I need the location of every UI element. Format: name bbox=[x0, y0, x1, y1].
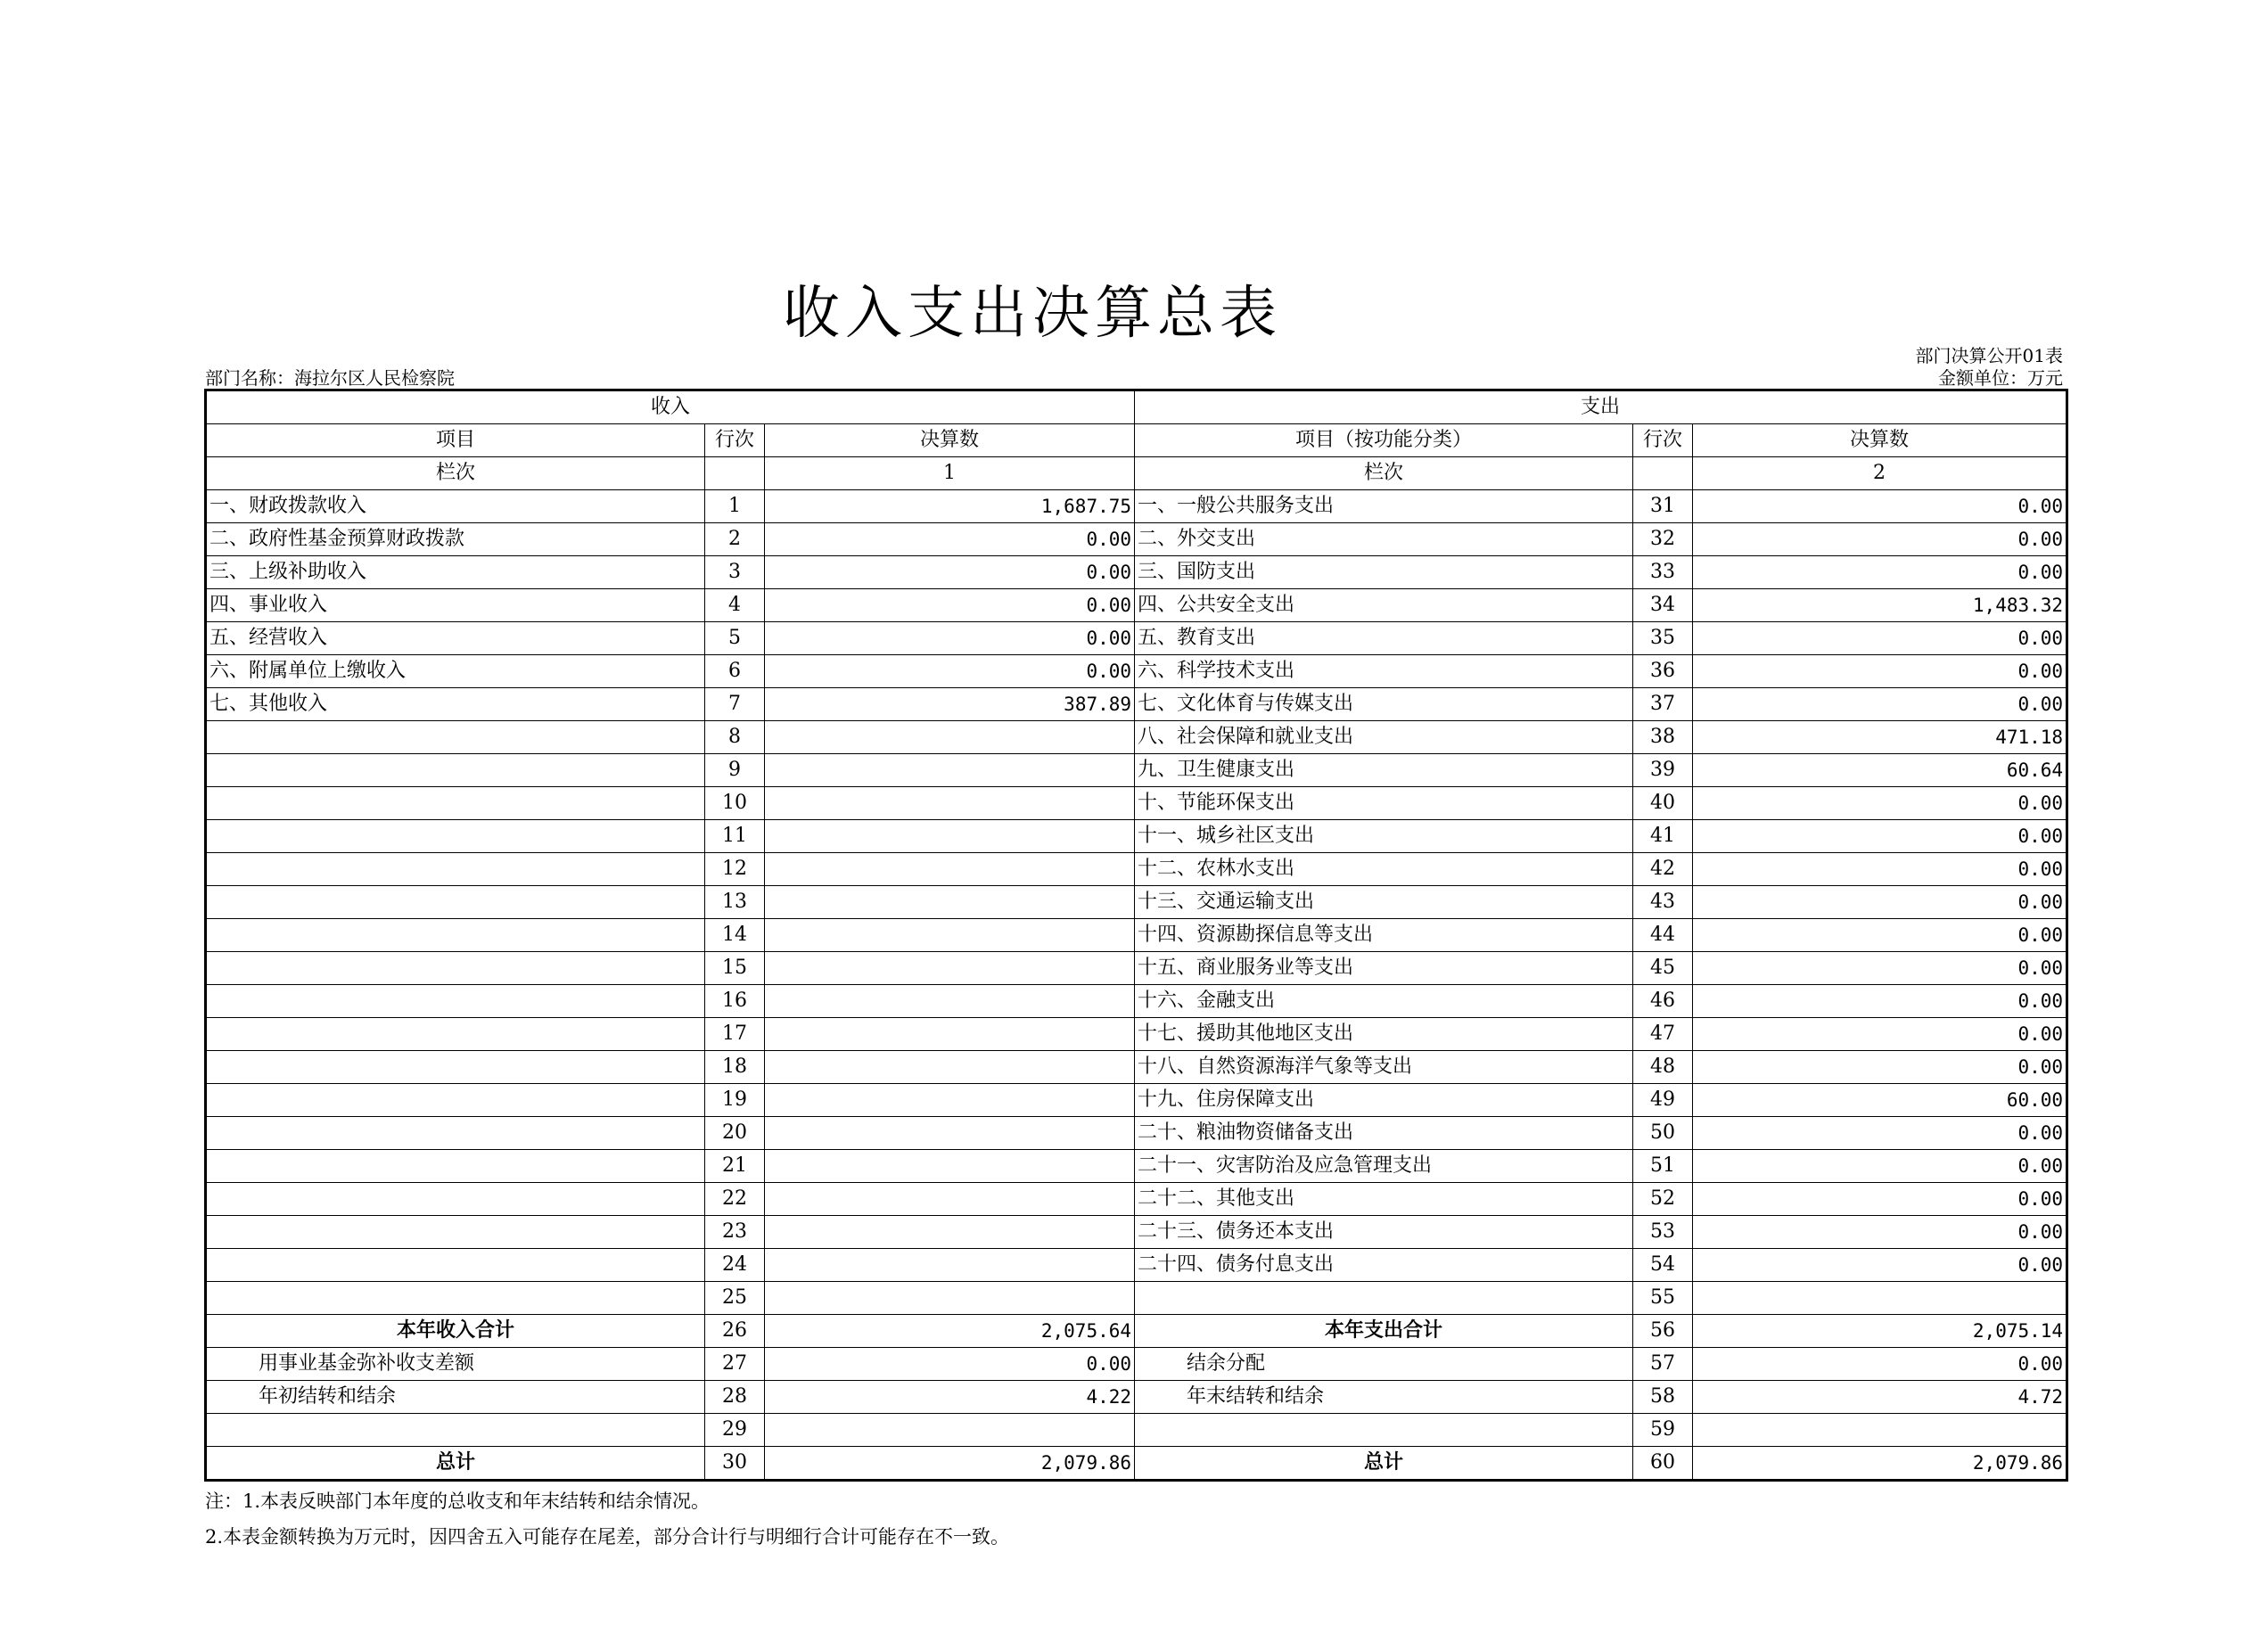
income-item: 四、事业收入 bbox=[206, 589, 705, 622]
table-row bbox=[206, 985, 2067, 1018]
income-item: 二、政府性基金预算财政拨款 bbox=[206, 523, 705, 556]
expense-amount: 0.00 bbox=[1693, 952, 2067, 985]
income-item bbox=[206, 1117, 705, 1150]
expense-summary-item: 年末结转和结余 bbox=[1135, 1381, 1633, 1414]
income-seq: 8 bbox=[705, 721, 765, 754]
expense-amount: 0.00 bbox=[1693, 622, 2067, 655]
expense-amount: 0.00 bbox=[1693, 985, 2067, 1018]
expense-summary-item: 总计 bbox=[1135, 1447, 1633, 1481]
amount-unit: 金额单位：万元 bbox=[1938, 367, 2063, 389]
income-amount bbox=[765, 820, 1135, 853]
expense-seq: 40 bbox=[1633, 787, 1693, 820]
expense-seq: 56 bbox=[1633, 1315, 1693, 1348]
income-amount bbox=[765, 1216, 1135, 1249]
table-row bbox=[206, 1183, 2067, 1216]
table-row bbox=[206, 1051, 2067, 1084]
expense-seq: 43 bbox=[1633, 886, 1693, 919]
income-seq: 4 bbox=[705, 589, 765, 622]
expense-summary-item: 结余分配 bbox=[1135, 1348, 1633, 1381]
income-item-header: 项目 bbox=[206, 424, 705, 457]
income-seq: 28 bbox=[705, 1381, 765, 1414]
income-summary-item bbox=[206, 1414, 705, 1447]
income-amount bbox=[765, 754, 1135, 787]
income-seq: 22 bbox=[705, 1183, 765, 1216]
income-amount bbox=[765, 853, 1135, 886]
expense-item: 二、外交支出 bbox=[1135, 523, 1633, 556]
income-item bbox=[206, 886, 705, 919]
table-row bbox=[206, 886, 2067, 919]
expense-item-header: 项目（按功能分类） bbox=[1135, 424, 1633, 457]
expense-item: 十四、资源勘探信息等支出 bbox=[1135, 919, 1633, 952]
income-seq: 14 bbox=[705, 919, 765, 952]
expense-seq: 32 bbox=[1633, 523, 1693, 556]
expense-item: 十、节能环保支出 bbox=[1135, 787, 1633, 820]
income-item bbox=[206, 1183, 705, 1216]
expense-seq: 44 bbox=[1633, 919, 1693, 952]
expense-seq-header: 行次 bbox=[1633, 424, 1693, 457]
table-row bbox=[206, 1216, 2067, 1249]
expense-seq: 52 bbox=[1633, 1183, 1693, 1216]
section-header-row bbox=[206, 390, 2067, 424]
income-seq: 1 bbox=[705, 490, 765, 523]
income-seq: 16 bbox=[705, 985, 765, 1018]
expense-amount: 471.18 bbox=[1693, 721, 2067, 754]
income-amount bbox=[765, 1150, 1135, 1183]
expense-amount bbox=[1693, 1414, 2067, 1447]
income-amount bbox=[765, 1414, 1135, 1447]
expense-item: 十八、自然资源海洋气象等支出 bbox=[1135, 1051, 1633, 1084]
expense-item: 七、文化体育与传媒支出 bbox=[1135, 688, 1633, 721]
income-item: 一、财政拨款收入 bbox=[206, 490, 705, 523]
expense-amount: 0.00 bbox=[1693, 1216, 2067, 1249]
table-row bbox=[206, 1150, 2067, 1183]
income-seq: 20 bbox=[705, 1117, 765, 1150]
income-amount: 0.00 bbox=[765, 589, 1135, 622]
table-row bbox=[206, 523, 2067, 556]
income-amount bbox=[765, 1084, 1135, 1117]
income-item bbox=[206, 985, 705, 1018]
income-seq: 26 bbox=[705, 1315, 765, 1348]
income-amount bbox=[765, 1117, 1135, 1150]
expense-seq: 41 bbox=[1633, 820, 1693, 853]
table-row bbox=[206, 853, 2067, 886]
income-item: 三、上级补助收入 bbox=[206, 556, 705, 589]
expense-amount-header: 决算数 bbox=[1693, 424, 2067, 457]
income-seq: 6 bbox=[705, 655, 765, 688]
summary-row bbox=[206, 1348, 2067, 1381]
income-item bbox=[206, 1051, 705, 1084]
expense-seq: 59 bbox=[1633, 1414, 1693, 1447]
income-item: 六、附属单位上缴收入 bbox=[206, 655, 705, 688]
income-seq: 13 bbox=[705, 886, 765, 919]
income-amount: 4.22 bbox=[765, 1381, 1135, 1414]
expense-amount: 0.00 bbox=[1693, 1183, 2067, 1216]
table-row bbox=[206, 589, 2067, 622]
expense-amount: 0.00 bbox=[1693, 787, 2067, 820]
expense-item: 十九、住房保障支出 bbox=[1135, 1084, 1633, 1117]
income-seq: 5 bbox=[705, 622, 765, 655]
table-row bbox=[206, 1117, 2067, 1150]
income-amount bbox=[765, 1282, 1135, 1315]
expense-item: 五、教育支出 bbox=[1135, 622, 1633, 655]
summary-row bbox=[206, 1381, 2067, 1414]
table-row bbox=[206, 1249, 2067, 1282]
expense-item bbox=[1135, 1282, 1633, 1315]
page-title: 收入支出决算总表 bbox=[783, 281, 1282, 347]
expense-item: 二十、粮油物资储备支出 bbox=[1135, 1117, 1633, 1150]
table-row bbox=[206, 1018, 2067, 1051]
expense-seq: 58 bbox=[1633, 1381, 1693, 1414]
income-item bbox=[206, 1216, 705, 1249]
income-col-blank bbox=[705, 457, 765, 490]
income-amount bbox=[765, 985, 1135, 1018]
income-seq: 2 bbox=[705, 523, 765, 556]
expense-amount: 0.00 bbox=[1693, 1051, 2067, 1084]
income-amount bbox=[765, 1183, 1135, 1216]
income-amount: 2,079.86 bbox=[765, 1447, 1135, 1481]
expense-seq: 45 bbox=[1633, 952, 1693, 985]
income-amount: 2,075.64 bbox=[765, 1315, 1135, 1348]
expense-item: 二十三、债务还本支出 bbox=[1135, 1216, 1633, 1249]
income-seq: 30 bbox=[705, 1447, 765, 1481]
expense-amount: 0.00 bbox=[1693, 1018, 2067, 1051]
expense-amount: 60.64 bbox=[1693, 754, 2067, 787]
summary-row bbox=[206, 1315, 2067, 1348]
expense-amount: 0.00 bbox=[1693, 688, 2067, 721]
expense-item: 三、国防支出 bbox=[1135, 556, 1633, 589]
income-amount: 0.00 bbox=[765, 523, 1135, 556]
expense-seq: 37 bbox=[1633, 688, 1693, 721]
expense-col-label: 栏次 bbox=[1135, 457, 1633, 490]
income-seq: 25 bbox=[705, 1282, 765, 1315]
income-amount bbox=[765, 919, 1135, 952]
income-seq: 9 bbox=[705, 754, 765, 787]
income-item bbox=[206, 919, 705, 952]
table-row bbox=[206, 919, 2067, 952]
income-amount bbox=[765, 1018, 1135, 1051]
expense-amount: 0.00 bbox=[1693, 1150, 2067, 1183]
grand-total-row bbox=[206, 1447, 2067, 1481]
table-row bbox=[206, 1084, 2067, 1117]
expense-amount: 4.72 bbox=[1693, 1381, 2067, 1414]
expense-item: 八、社会保障和就业支出 bbox=[1135, 721, 1633, 754]
expense-seq: 60 bbox=[1633, 1447, 1693, 1481]
expense-seq: 50 bbox=[1633, 1117, 1693, 1150]
expense-summary-item bbox=[1135, 1414, 1633, 1447]
income-seq: 21 bbox=[705, 1150, 765, 1183]
expense-section-header: 支出 bbox=[1135, 390, 2067, 424]
income-item bbox=[206, 952, 705, 985]
expense-item: 十三、交通运输支出 bbox=[1135, 886, 1633, 919]
income-item bbox=[206, 1282, 705, 1315]
income-col-label: 栏次 bbox=[206, 457, 705, 490]
income-item: 七、其他收入 bbox=[206, 688, 705, 721]
expense-amount: 0.00 bbox=[1693, 490, 2067, 523]
table-row bbox=[206, 952, 2067, 985]
income-seq: 7 bbox=[705, 688, 765, 721]
income-col-number: 1 bbox=[765, 457, 1135, 490]
income-seq: 19 bbox=[705, 1084, 765, 1117]
table-row bbox=[206, 622, 2067, 655]
column-number-row bbox=[206, 457, 2067, 490]
income-item bbox=[206, 1084, 705, 1117]
income-seq: 11 bbox=[705, 820, 765, 853]
table-row bbox=[206, 820, 2067, 853]
expense-col-blank bbox=[1633, 457, 1693, 490]
income-summary-item: 用事业基金弥补收支差额 bbox=[206, 1348, 705, 1381]
income-seq: 12 bbox=[705, 853, 765, 886]
note-line: 2.本表金额转换为万元时，因四舍五入可能存在尾差，部分合计行与明细行合计可能存在不一致。 bbox=[205, 1526, 1010, 1548]
income-item bbox=[206, 1018, 705, 1051]
income-amount: 0.00 bbox=[765, 622, 1135, 655]
expense-item: 十六、金融支出 bbox=[1135, 985, 1633, 1018]
income-seq: 27 bbox=[705, 1348, 765, 1381]
expense-amount: 0.00 bbox=[1693, 1117, 2067, 1150]
expense-seq: 31 bbox=[1633, 490, 1693, 523]
expense-seq: 55 bbox=[1633, 1282, 1693, 1315]
table-body bbox=[206, 390, 2067, 1481]
income-seq-header: 行次 bbox=[705, 424, 765, 457]
income-item bbox=[206, 1150, 705, 1183]
income-seq: 15 bbox=[705, 952, 765, 985]
expense-item: 十一、城乡社区支出 bbox=[1135, 820, 1633, 853]
income-seq: 23 bbox=[705, 1216, 765, 1249]
table-row bbox=[206, 787, 2067, 820]
expense-amount: 0.00 bbox=[1693, 556, 2067, 589]
income-item bbox=[206, 787, 705, 820]
expense-amount: 1,483.32 bbox=[1693, 589, 2067, 622]
table-row bbox=[206, 490, 2067, 523]
income-expense-table bbox=[204, 389, 2068, 1482]
expense-seq: 57 bbox=[1633, 1348, 1693, 1381]
income-summary-item: 本年收入合计 bbox=[206, 1315, 705, 1348]
expense-seq: 51 bbox=[1633, 1150, 1693, 1183]
expense-seq: 46 bbox=[1633, 985, 1693, 1018]
expense-seq: 47 bbox=[1633, 1018, 1693, 1051]
expense-amount: 2,079.86 bbox=[1693, 1447, 2067, 1481]
income-amount bbox=[765, 886, 1135, 919]
expense-amount: 0.00 bbox=[1693, 820, 2067, 853]
income-item bbox=[206, 853, 705, 886]
expense-summary-item: 本年支出合计 bbox=[1135, 1315, 1633, 1348]
expense-item: 九、卫生健康支出 bbox=[1135, 754, 1633, 787]
summary-row bbox=[206, 1414, 2067, 1447]
income-amount: 0.00 bbox=[765, 655, 1135, 688]
expense-item: 六、科学技术支出 bbox=[1135, 655, 1633, 688]
expense-amount: 0.00 bbox=[1693, 655, 2067, 688]
income-item bbox=[206, 721, 705, 754]
department-name: 部门名称：海拉尔区人民检察院 bbox=[205, 367, 455, 389]
income-seq: 24 bbox=[705, 1249, 765, 1282]
expense-amount: 0.00 bbox=[1693, 886, 2067, 919]
table-row bbox=[206, 1282, 2067, 1315]
expense-amount bbox=[1693, 1282, 2067, 1315]
expense-item: 十五、商业服务业等支出 bbox=[1135, 952, 1633, 985]
table-notes bbox=[205, 1483, 1009, 1555]
income-summary-item: 总计 bbox=[206, 1447, 705, 1481]
income-amount: 1,687.75 bbox=[765, 490, 1135, 523]
expense-item: 十七、援助其他地区支出 bbox=[1135, 1018, 1633, 1051]
income-section-header: 收入 bbox=[206, 390, 1135, 424]
expense-item: 一、一般公共服务支出 bbox=[1135, 490, 1633, 523]
income-item bbox=[206, 820, 705, 853]
expense-seq: 39 bbox=[1633, 754, 1693, 787]
expense-item: 四、公共安全支出 bbox=[1135, 589, 1633, 622]
income-amount bbox=[765, 787, 1135, 820]
income-amount: 0.00 bbox=[765, 556, 1135, 589]
expense-seq: 34 bbox=[1633, 589, 1693, 622]
income-amount bbox=[765, 952, 1135, 985]
expense-amount: 0.00 bbox=[1693, 523, 2067, 556]
expense-item: 十二、农林水支出 bbox=[1135, 853, 1633, 886]
expense-item: 二十二、其他支出 bbox=[1135, 1183, 1633, 1216]
expense-amount: 0.00 bbox=[1693, 853, 2067, 886]
expense-seq: 33 bbox=[1633, 556, 1693, 589]
income-amount: 0.00 bbox=[765, 1348, 1135, 1381]
table-row bbox=[206, 754, 2067, 787]
income-summary-item: 年初结转和结余 bbox=[206, 1381, 705, 1414]
income-seq: 10 bbox=[705, 787, 765, 820]
table-row bbox=[206, 721, 2067, 754]
note-line: 注：1.本表反映部门本年度的总收支和年末结转和结余情况。 bbox=[205, 1490, 711, 1512]
income-amount bbox=[765, 1249, 1135, 1282]
table-row bbox=[206, 655, 2067, 688]
income-item: 五、经营收入 bbox=[206, 622, 705, 655]
expense-seq: 49 bbox=[1633, 1084, 1693, 1117]
income-seq: 17 bbox=[705, 1018, 765, 1051]
income-item bbox=[206, 754, 705, 787]
form-code: 部门决算公开01表 bbox=[1915, 345, 2063, 366]
expense-amount: 2,075.14 bbox=[1693, 1315, 2067, 1348]
income-seq: 29 bbox=[705, 1414, 765, 1447]
column-header-row bbox=[206, 424, 2067, 457]
income-seq: 3 bbox=[705, 556, 765, 589]
expense-item: 二十四、债务付息支出 bbox=[1135, 1249, 1633, 1282]
expense-item: 二十一、灾害防治及应急管理支出 bbox=[1135, 1150, 1633, 1183]
expense-amount: 0.00 bbox=[1693, 1249, 2067, 1282]
table-row bbox=[206, 688, 2067, 721]
expense-amount: 0.00 bbox=[1693, 919, 2067, 952]
income-item bbox=[206, 1249, 705, 1282]
income-amount bbox=[765, 721, 1135, 754]
expense-seq: 48 bbox=[1633, 1051, 1693, 1084]
income-seq: 18 bbox=[705, 1051, 765, 1084]
expense-seq: 42 bbox=[1633, 853, 1693, 886]
expense-seq: 53 bbox=[1633, 1216, 1693, 1249]
expense-seq: 54 bbox=[1633, 1249, 1693, 1282]
expense-amount: 0.00 bbox=[1693, 1348, 2067, 1381]
expense-seq: 35 bbox=[1633, 622, 1693, 655]
income-amount-header: 决算数 bbox=[765, 424, 1135, 457]
expense-seq: 36 bbox=[1633, 655, 1693, 688]
expense-col-number: 2 bbox=[1693, 457, 2067, 490]
income-amount: 387.89 bbox=[765, 688, 1135, 721]
income-amount bbox=[765, 1051, 1135, 1084]
table-row bbox=[206, 556, 2067, 589]
expense-amount: 60.00 bbox=[1693, 1084, 2067, 1117]
expense-seq: 38 bbox=[1633, 721, 1693, 754]
